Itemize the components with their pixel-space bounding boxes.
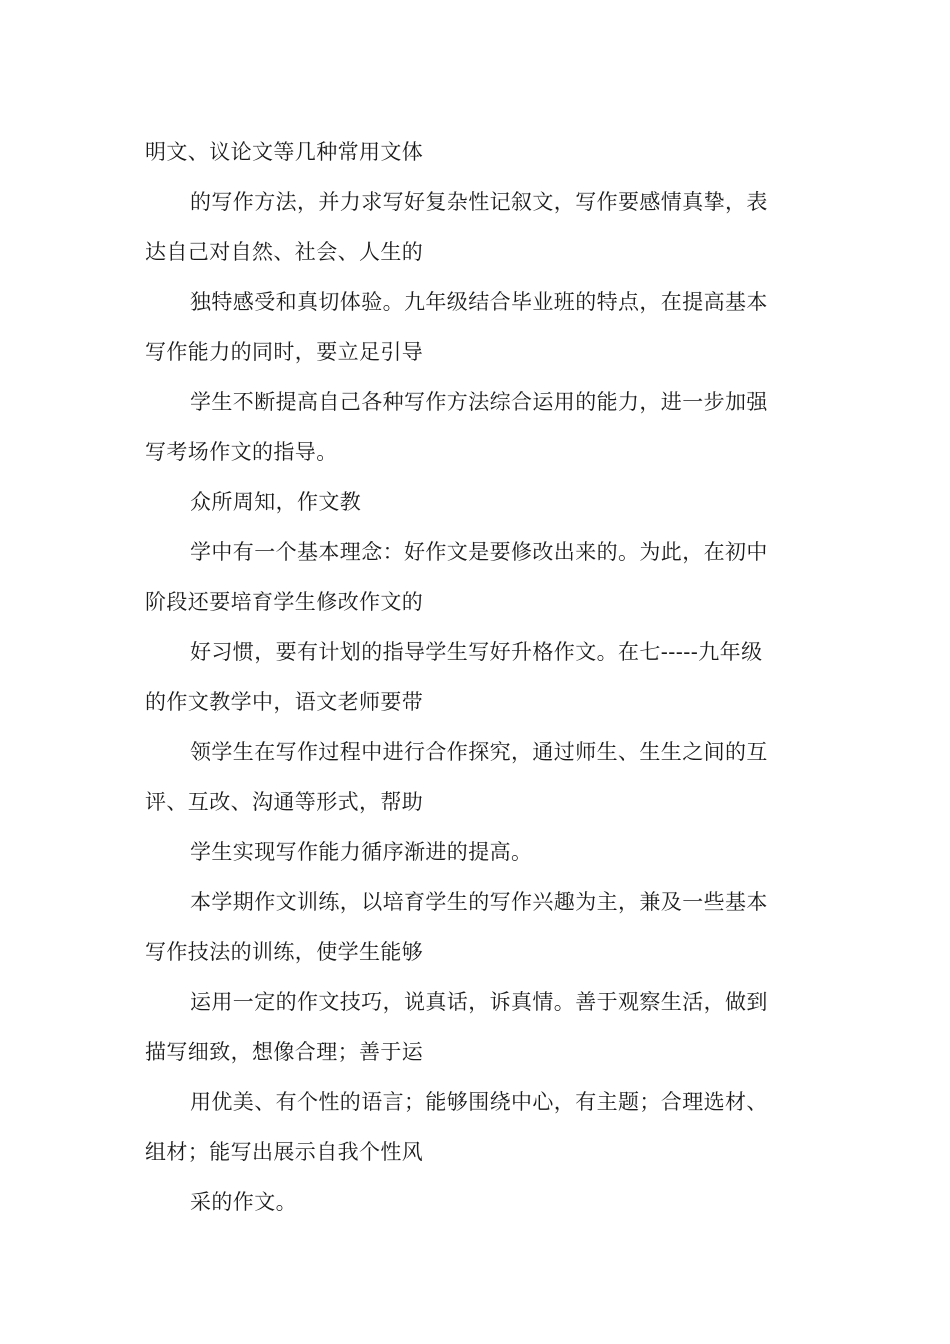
text-line: 阶段还要培育学生修改作文的 <box>145 590 424 614</box>
text-line: 学生不断提高自己各种写作方法综合运用的能力，进一步加强 <box>190 390 768 414</box>
text-line: 本学期作文训练，以培育学生的写作兴趣为主，兼及一些基本 <box>190 890 768 914</box>
text-line: 好习惯，要有计划的指导学生写好升格作文。在七-----九年级 <box>190 640 763 664</box>
text-line: 组材；能写出展示自我个性风 <box>145 1140 424 1164</box>
text-line: 写考场作文的指导。 <box>145 440 338 464</box>
text-line: 明文、议论文等几种常用文体 <box>145 140 424 164</box>
body-text <box>145 127 810 1227</box>
text-line: 领学生在写作过程中进行合作探究，通过师生、生生之间的互 <box>190 740 768 764</box>
text-line: 的作文教学中，语文老师要带 <box>145 690 424 714</box>
text-line: 写作技法的训练，使学生能够 <box>145 940 424 964</box>
text-line: 独特感受和真切体验。九年级结合毕业班的特点，在提高基本 <box>190 290 768 314</box>
text-line: 描写细致，想像合理；善于运 <box>145 1040 424 1064</box>
text-line: 采的作文。 <box>190 1190 297 1214</box>
text-line: 写作能力的同时，要立足引导 <box>145 340 424 364</box>
text-line: 评、互改、沟通等形式，帮助 <box>145 790 424 814</box>
text-line: 学中有一个基本理念：好作文是要修改出来的。为此，在初中 <box>190 540 768 564</box>
text-line: 学生实现写作能力循序渐进的提高。 <box>190 840 533 864</box>
text-line: 达自己对自然、社会、人生的 <box>145 240 424 264</box>
text-line: 的写作方法，并力求写好复杂性记叙文，写作要感情真挚，表 <box>190 190 768 214</box>
text-line: 用优美、有个性的语言；能够围绕中心，有主题；合理选材、 <box>190 1090 768 1114</box>
text-line: 众所周知，作文教 <box>190 490 362 514</box>
text-line: 运用一定的作文技巧，说真话，诉真情。善于观察生活，做到 <box>190 990 768 1014</box>
